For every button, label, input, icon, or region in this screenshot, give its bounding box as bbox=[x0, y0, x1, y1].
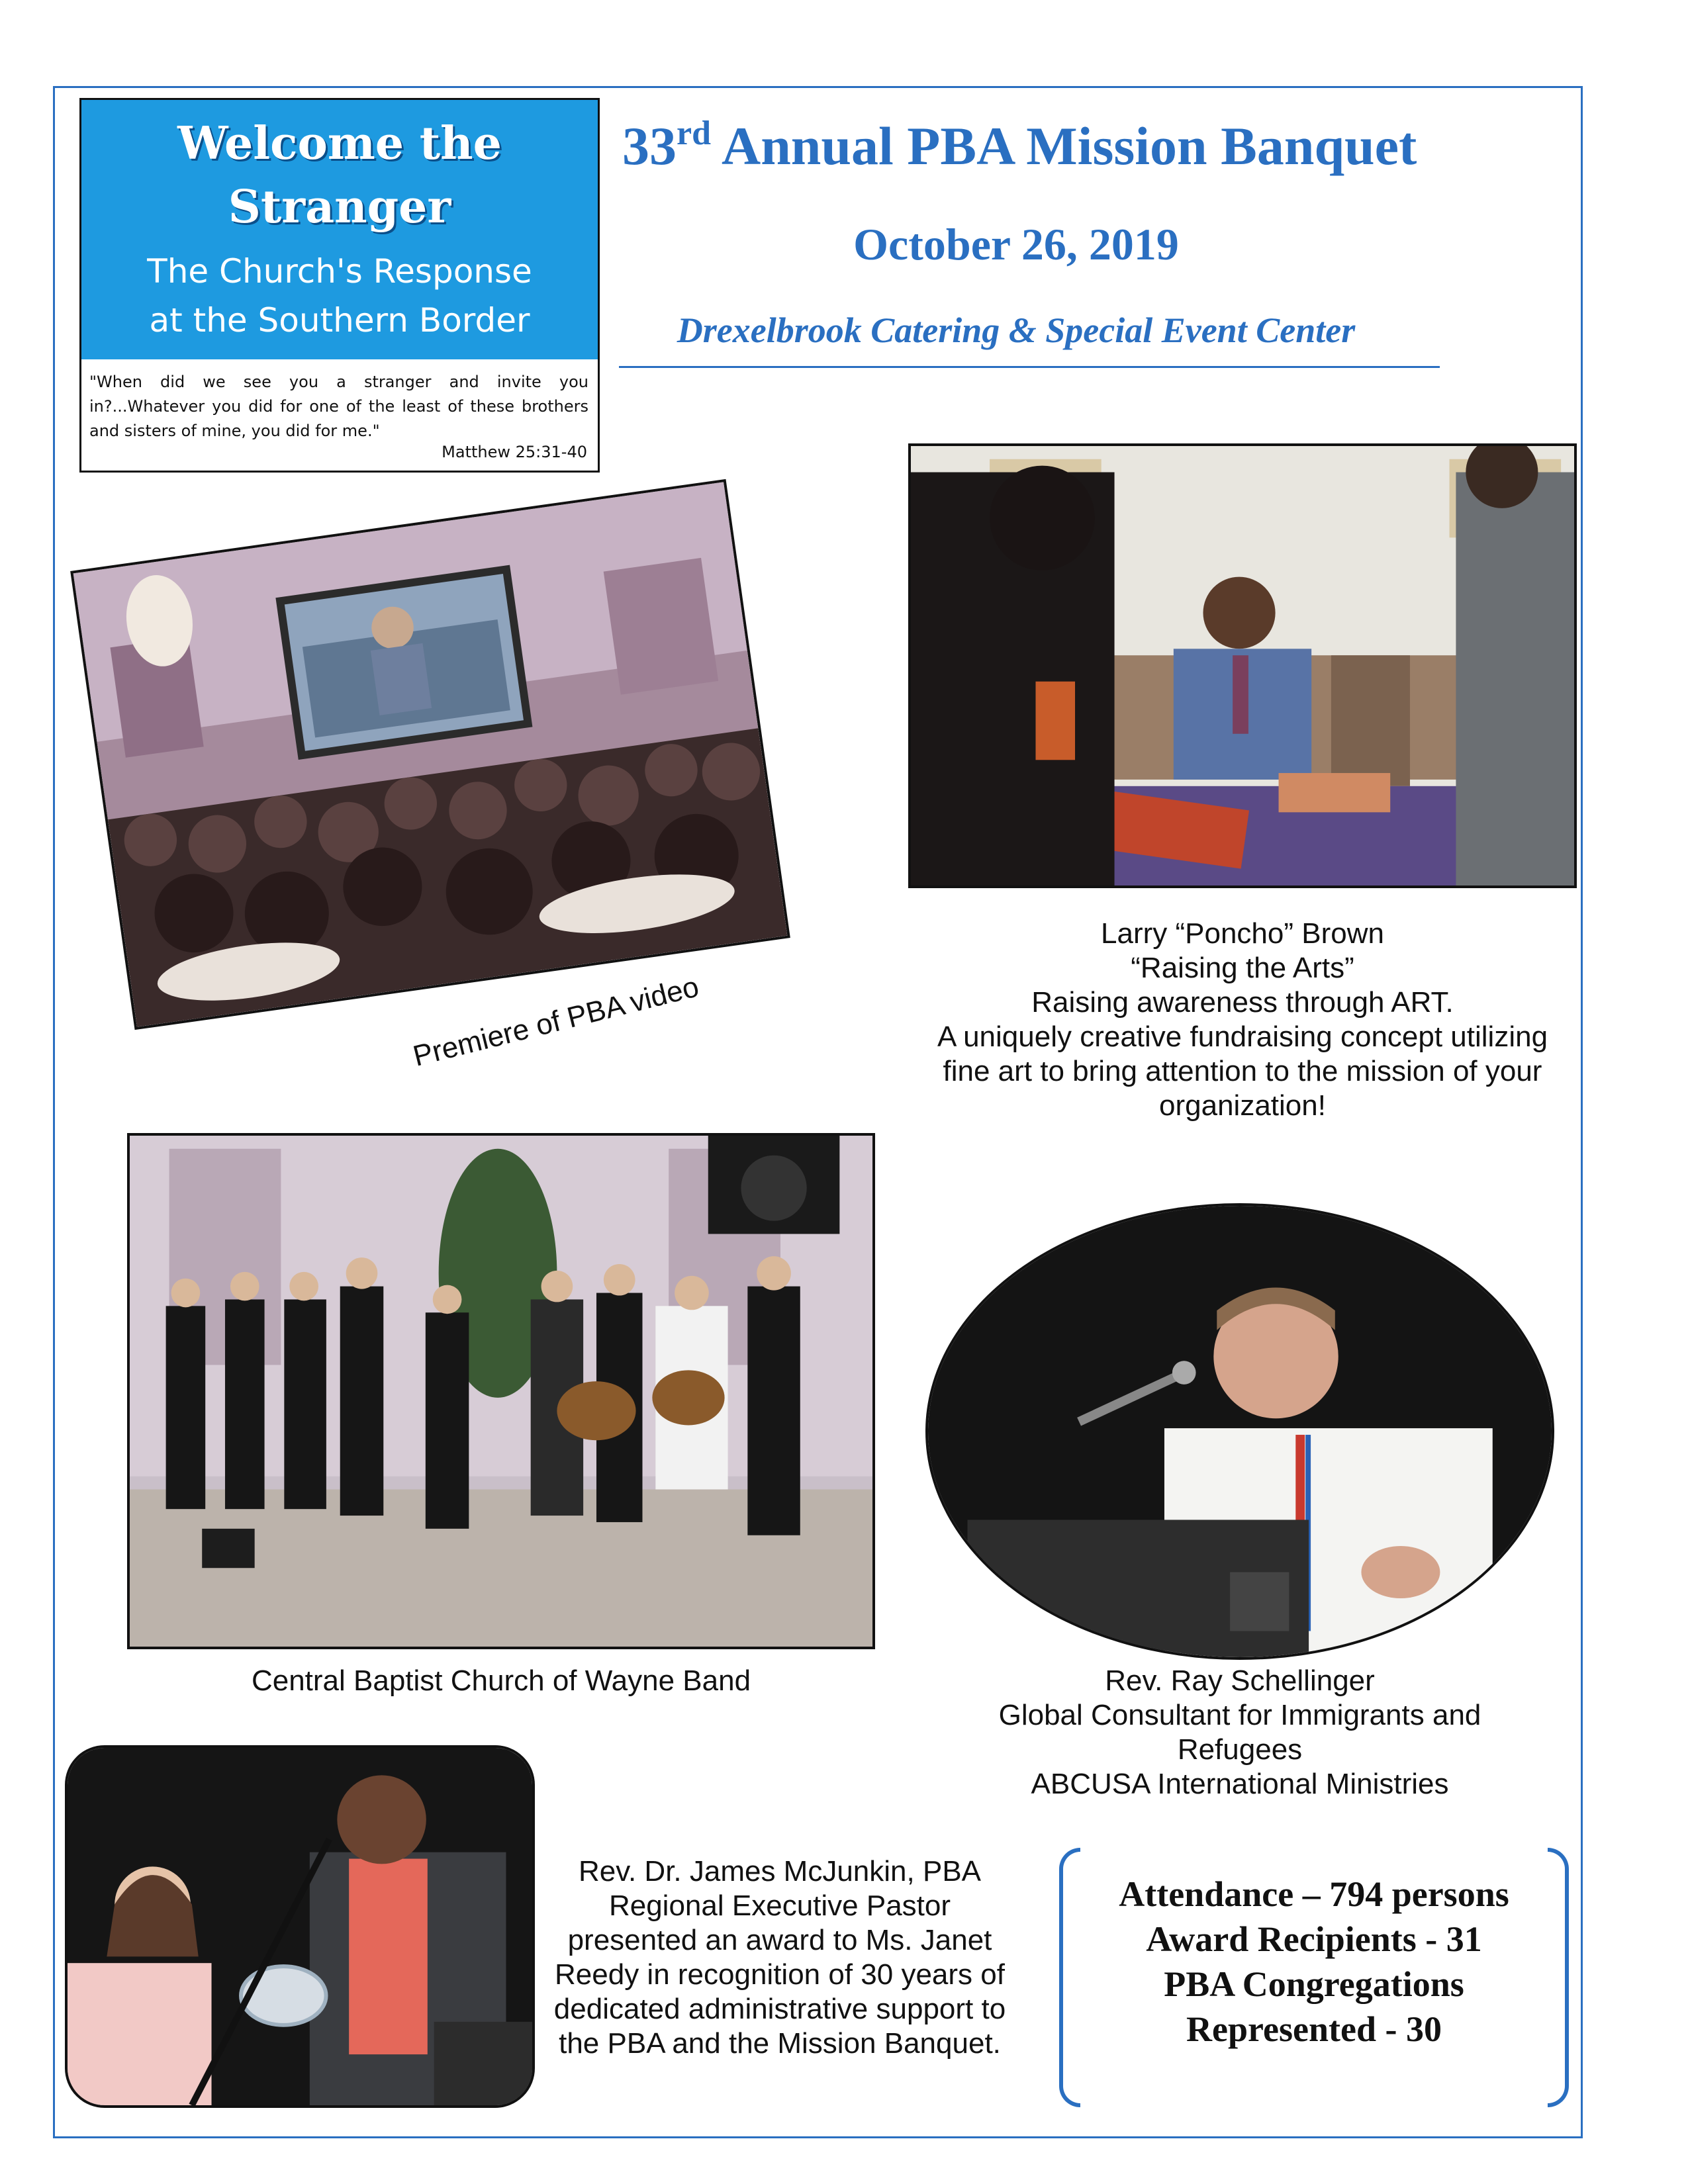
welcome-subtitle-line-1: The Church's Response bbox=[147, 252, 532, 291]
caption-line: ABCUSA International Ministries bbox=[1031, 1768, 1449, 1800]
caption-line: dedicated administrative support to bbox=[553, 1993, 1006, 2025]
caption-line: presented an award to Ms. Janet bbox=[567, 1924, 992, 1956]
welcome-title-line-1: Welcome the bbox=[177, 117, 502, 170]
video-premiere-caption: Premiere of PBA video bbox=[410, 970, 702, 1073]
event-venue: Drexelbrook Catering & Special Event Center bbox=[677, 310, 1356, 350]
caption-line: Reedy in recognition of 30 years of bbox=[555, 1958, 1005, 1991]
caption-line: Raising awareness through ART. bbox=[1031, 986, 1454, 1019]
award-presentation-caption bbox=[541, 1854, 1018, 2061]
caption-line: A uniquely creative fundraising concept utilizing bbox=[937, 1021, 1548, 1053]
header-divider bbox=[619, 366, 1440, 368]
event-date: October 26, 2019 bbox=[853, 219, 1179, 269]
title-number: 33 bbox=[622, 116, 677, 176]
video-premiere-photo bbox=[70, 479, 790, 1030]
welcome-banner bbox=[81, 100, 598, 359]
stats-text bbox=[1086, 1872, 1542, 2052]
welcome-box bbox=[79, 98, 600, 473]
stat-congregations-label: PBA Congregations bbox=[1164, 1964, 1464, 2004]
church-band-photo bbox=[127, 1133, 875, 1649]
caption-line: Rev. Ray Schellinger bbox=[1105, 1664, 1375, 1697]
scripture-quote: "When did we see you a stranger and invite you in?...Whatever you did for one of the least of these brothers and sisters of mine, you did for me." bbox=[89, 373, 588, 440]
banquet-stats bbox=[1059, 1848, 1569, 2107]
caption-line: fine art to bring attention to the mission of your bbox=[943, 1055, 1542, 1087]
raising-the-arts-caption bbox=[908, 917, 1577, 1123]
raising-the-arts-photo bbox=[908, 443, 1577, 888]
caption-line: Rev. Dr. James McJunkin, PBA bbox=[578, 1855, 982, 1888]
caption-line: the PBA and the Mission Banquet. bbox=[559, 2027, 1001, 2060]
caption-line: Regional Executive Pastor bbox=[608, 1889, 951, 1922]
ray-schellinger-caption bbox=[925, 1664, 1554, 1801]
stat-congregations-represented: Represented - 30 bbox=[1186, 2009, 1442, 2049]
stat-award-recipients: Award Recipients - 31 bbox=[1146, 1919, 1482, 1959]
caption-line: Larry “Poncho” Brown bbox=[1101, 917, 1384, 950]
scripture-citation: Matthew 25:31-40 bbox=[442, 443, 587, 461]
caption-line: organization! bbox=[1159, 1089, 1326, 1122]
church-band-caption: Central Baptist Church of Wayne Band bbox=[251, 1664, 751, 1697]
award-presentation-photo bbox=[65, 1745, 535, 2108]
title-ordinal-suffix: rd bbox=[677, 114, 711, 152]
right-bracket bbox=[1548, 1848, 1569, 2107]
stat-attendance: Attendance – 794 persons bbox=[1119, 1874, 1509, 1914]
page-title bbox=[622, 114, 1562, 177]
caption-line: “Raising the Arts” bbox=[1131, 952, 1354, 984]
ray-schellinger-photo bbox=[925, 1203, 1554, 1660]
caption-line: Refugees bbox=[1177, 1733, 1303, 1766]
welcome-subtitle-line-2: at the Southern Border bbox=[149, 301, 530, 340]
welcome-title bbox=[81, 112, 598, 239]
title-text: Annual PBA Mission Banquet bbox=[711, 116, 1417, 176]
caption-line: Global Consultant for Immigrants and bbox=[998, 1699, 1481, 1731]
left-bracket bbox=[1059, 1848, 1080, 2107]
welcome-subtitle bbox=[81, 247, 598, 345]
welcome-title-line-2: Stranger bbox=[228, 181, 451, 234]
